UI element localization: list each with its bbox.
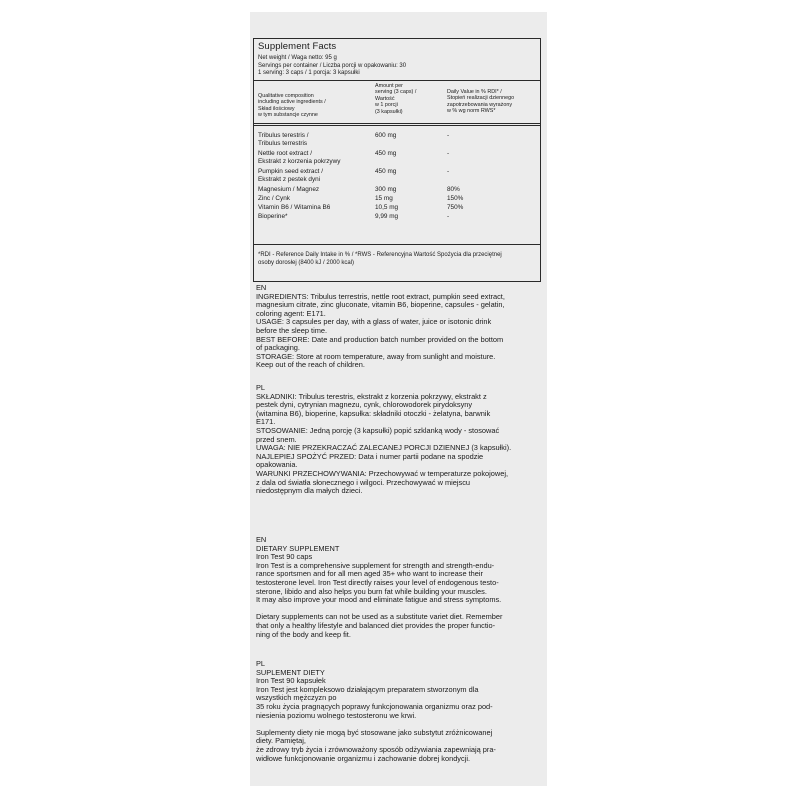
en-product-name: Iron Test 90 caps: [256, 552, 313, 562]
label-panel: [250, 12, 547, 786]
pl-language-label: PL: [256, 383, 266, 392]
facts-row: Zinc / Cynk 15 mg 150%: [258, 195, 464, 202]
divider: [254, 244, 540, 245]
rdi-footnote: *RDI - Reference Daily Intake in % / *RWS - Referencyjna Wartość Spożycia dla przeciętnej osoby dorosłej (8400 kJ / 2000 kcal): [258, 252, 502, 266]
pl-language-label: PL: [256, 659, 266, 668]
en-ingredients-block: EN INGREDIENTS: Tribulus terrestris, nettle root extract, pumpkin seed extract, magnesium citrate, zinc gluconate, vitamin B6, bioperine, capsules - gelatin, coloring agent: E171. USAGE: 3 capsules per day, with a glass of water, juice or isotonic drink before the sleep time. BEST BEFORE: Date and production batch number provided on the bottom of packaging. STORAGE: Store at room temperature, away from sunlight and moisture. Keep out of the reach of children.: [256, 284, 540, 370]
en-product-type: DIETARY SUPPLEMENT: [256, 543, 340, 553]
net-weight-line: Net weight / Waga netto: 95 g: [258, 55, 337, 61]
facts-row: Tribulus terrestris: [258, 140, 308, 147]
facts-row: Pumpkin seed extract / 450 mg -: [258, 168, 450, 175]
pl-description-block: PL SUPLEMENT DIETY Iron Test 90 kapsułek Iron Test jest kompleksowo działającym preparatem stworzonym dla wszystkich mężczyzn po 35 roku życia pragnących poprawy funkcjonowania organizmu oraz pod- niesienia poziomu wolnego testosteronu we krwi. Suplementy diety nie mogą być stosowane jako substytut zróżnicowanej diety. Pamiętaj, że zdrowy tryb życia i zrównoważony sposób odżywiania zapewniają pra- widłowe funkcjonowanie organizmu i zachowanie dobrej kondycji.: [256, 660, 540, 763]
supplement-facts-box: [253, 38, 541, 282]
facts-row: Bioperine* 9,99 mg -: [258, 213, 450, 220]
facts-row: Nettle root extract / 450 mg -: [258, 150, 450, 157]
facts-row: Ekstrakt z pestek dyni: [258, 176, 321, 183]
pl-product-name: Iron Test 90 kapsułek: [256, 676, 326, 686]
facts-row: Vitamin B6 / Witamina B6 10,5 mg 750%: [258, 204, 464, 211]
pl-ingredients-block: PL SKŁADNIKI: Tribulus terestris, ekstrakt z korzenia pokrzywy, ekstrakt z pestek dyni, cytrynian magnezu, cynk, chlorowodorek pirydoksyny (witamina B6), bioperine, kapsułka: składniki otoczki - żelatyna, barwnik E171. STOSOWANIE: Jedną porcję (3 kapsułki) popić szklanką wody - stosować przed snem. UWAGA: NIE PRZEKRACZAĆ ZALECANEJ PORCJI DZIENNEJ (3 kapsułki). NAJLEPIEJ SPOŻYĆ PRZED: Data i numer partii podane na spodzie opakowania. WARUNKI PRZECHOWYWANIA: Przechowywać w temperaturze pokojowej, z dala od światła słonecznego i wilgoci. Przechowywać w miejscu niedostępnym dla małych dzieci.: [256, 384, 540, 496]
header-composition: Qualitative composition including active ingredients / Skład ilościowy w tym substancje czynne: [258, 93, 326, 119]
facts-row: Tribulus terestris / 600 mg -: [258, 132, 450, 139]
divider: [254, 80, 540, 81]
serving-size-line: 1 serving: 3 caps / 1 porcja: 3 kapsułki: [258, 70, 360, 77]
supplement-facts-title: Supplement Facts: [258, 41, 337, 52]
en-language-label: EN: [256, 535, 267, 544]
facts-row: Magnesium / Magnez 300 mg 80%: [258, 186, 460, 193]
facts-row: Ekstrakt z korzenia pokrzywy: [258, 158, 341, 165]
en-language-label: EN: [256, 283, 267, 292]
divider: [254, 123, 540, 124]
header-daily-value: Daily Value in % RDI* / Stopień realizacji dziennego zapotrzebowania wyrażony w % wg norm RWS*: [447, 89, 515, 115]
pl-product-type: SUPLEMENT DIETY: [256, 667, 325, 677]
servings-line: Servings per container / Liczba porcji w opakowaniu: 30: [258, 62, 407, 69]
divider: [254, 125, 540, 126]
en-description-block: EN DIETARY SUPPLEMENT Iron Test 90 caps Iron Test is a comprehensive supplement for strength and strength-endu- rance sportsmen and for all men aged 35+ who want to increase their testosterone level. Iron Test directly raises your level of endogenous testo- sterone, libido and also helps you burn fat while building your muscles. It may also improve your mood and eliminate fatigue and stress symptoms. Dietary supplements can not be used as a substitute variet diet. Remember that only a healthy lifestyle and balanced diet provides the proper functio- ning of the body and keep fit.: [256, 536, 540, 639]
header-amount: Amount per serving (3 caps) / Wartość w 1 porcji (3 kapsułki): [375, 83, 417, 115]
